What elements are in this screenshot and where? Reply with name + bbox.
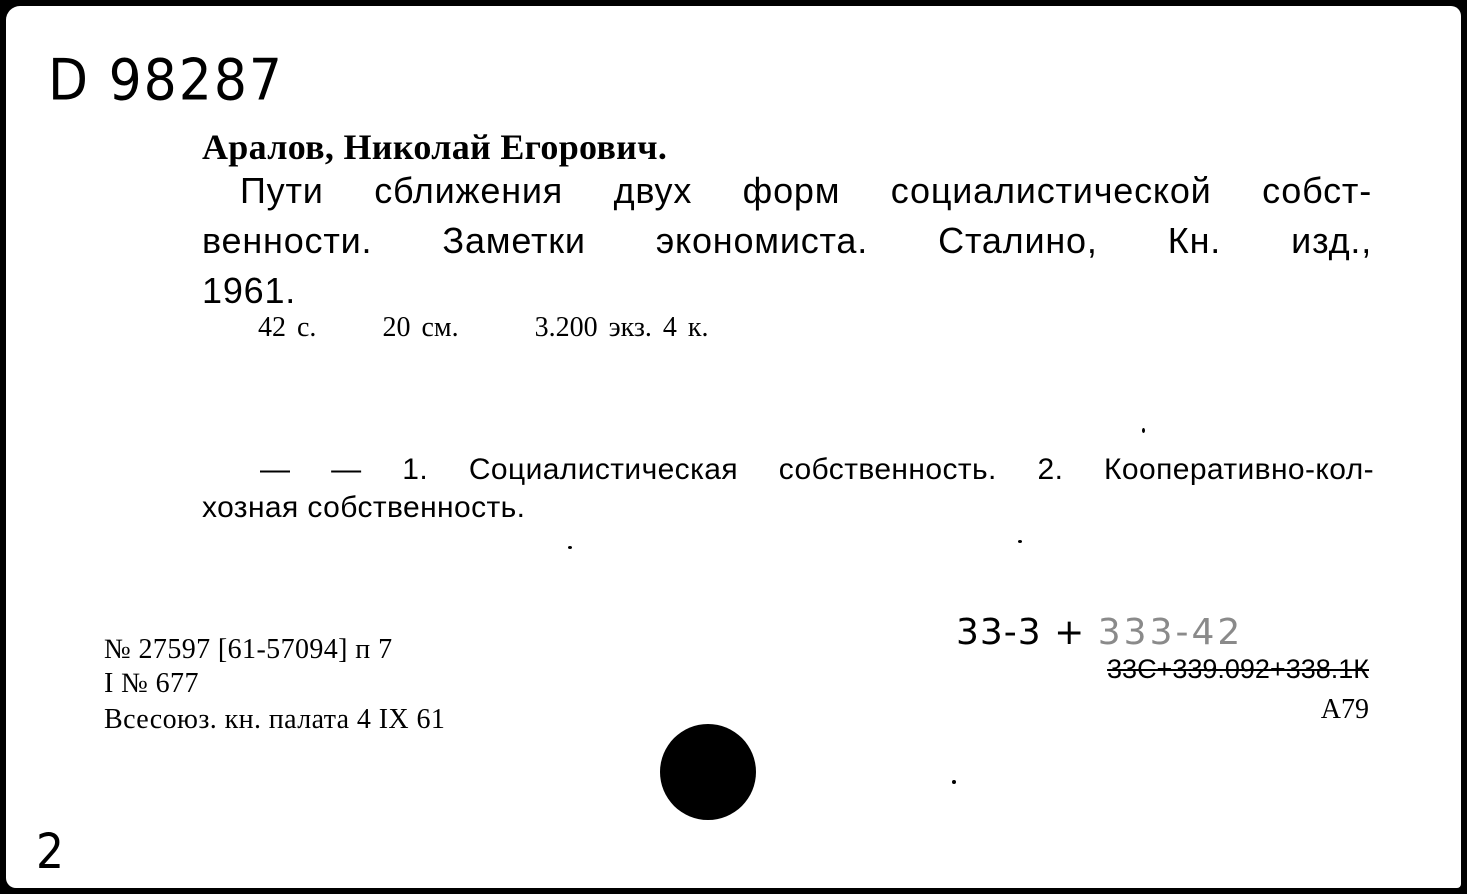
handwritten-classification-main: 33-3 + — [956, 612, 1086, 653]
subject-line-2: хозная собственность. — [202, 491, 526, 524]
call-number: D 98287 — [48, 48, 284, 114]
card-number: 2 — [36, 824, 64, 881]
speck-mark — [1142, 428, 1145, 433]
handwritten-classification — [956, 612, 1243, 653]
chamber-imprint: Всесоюз. кн. палата 4 IX 61 — [104, 704, 446, 735]
registration-number: № 27597 [61-57094] п 7 — [104, 634, 393, 665]
speck-mark — [1018, 540, 1022, 543]
book-size: 20 см. — [382, 312, 459, 343]
issue-number: I № 677 — [104, 668, 199, 699]
author-code: А79 — [1320, 694, 1369, 725]
speck-mark — [568, 546, 572, 549]
title-line-2: венности. Заметки экономиста. Сталино, Кн. изд., — [202, 220, 1372, 261]
speck-mark — [952, 780, 956, 784]
page-count: 42 с. — [258, 312, 317, 343]
copies-and-price: 3.200 экз. 4 к. — [534, 312, 709, 343]
collation-line — [258, 312, 709, 344]
title-line-1: Пути сближения двух форм социалистической собст- — [240, 170, 1372, 211]
handwritten-classification-faded: 333-42 — [1097, 612, 1244, 653]
catalog-card — [6, 6, 1461, 888]
author-heading: Аралов, Николай Егорович. — [202, 127, 668, 167]
struck-classification: 33С+339.092+338.1К — [1107, 654, 1369, 684]
punch-hole — [660, 724, 756, 820]
subject-line-1: — — 1. Социалистическая собственность. 2. Кооперативно-кол- — [260, 453, 1374, 486]
title-line-3: 1961. — [202, 270, 297, 311]
